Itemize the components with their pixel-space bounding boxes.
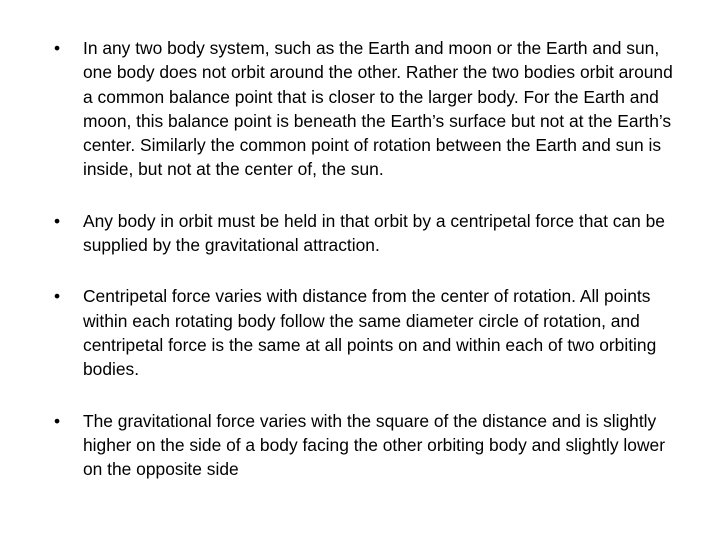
bullet-marker: • — [54, 286, 61, 307]
bullet-text: Any body in orbit must be held in that orbit by a centripetal force that can be supplied by the gravitational attraction. — [83, 210, 665, 256]
bullet-item-gravitational-force — [54, 409, 684, 482]
bullet-item-rotation-distance — [54, 284, 684, 381]
bullet-text: The gravitational force varies with the square of the distance and is slightly higher on the side of a body facing the other orbiting body and slightly lower on the opposite side — [83, 410, 665, 480]
bullet-marker: • — [54, 410, 61, 431]
bullet-item-barycenter — [54, 36, 684, 182]
bullet-list — [54, 36, 684, 481]
bullet-text: In any two body system, such as the Earth and moon or the Earth and sun, one body does not orbit around the other. Rather the two bodies orbit around a common balance point that is closer to the larger body. For the Earth and moon, this balance point is beneath the Earth’s surface but not at the Earth’s center. Similarly the common point of rotation between the Earth and sun is inside, but not at the center of, the sun. — [83, 38, 673, 180]
bullet-marker: • — [54, 210, 61, 231]
bullet-marker: • — [54, 38, 61, 58]
bullet-text: Centripetal force varies with distance from the center of rotation. All points within each rotating body follow the same diameter circle of rotation, and centripetal force is the same at all points on and within each of two orbiting bodies. — [83, 286, 657, 380]
bullet-item-centripetal-force — [54, 209, 684, 258]
